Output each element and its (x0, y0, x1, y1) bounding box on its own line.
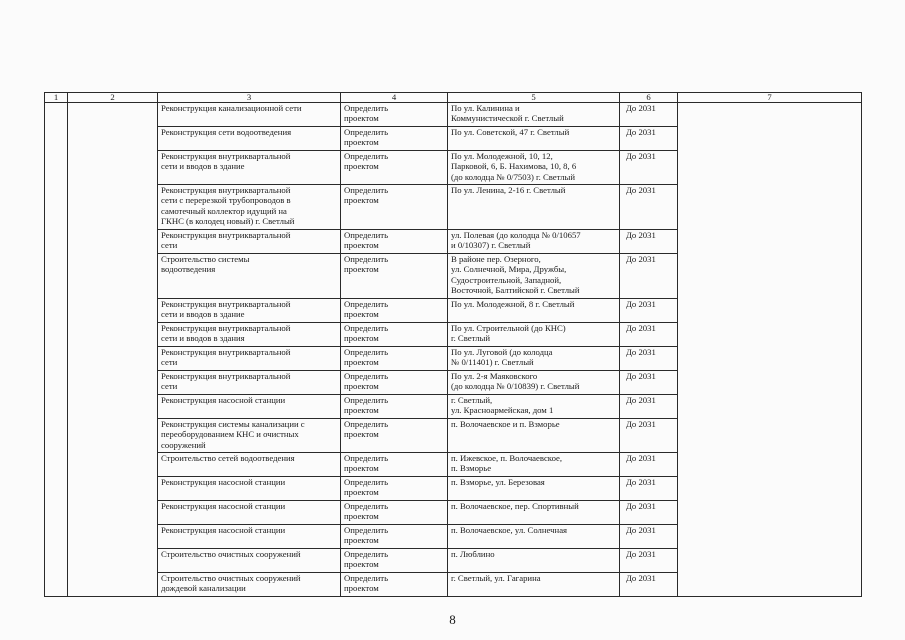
cell-c6: До 2031 (620, 299, 678, 323)
cell-c5: г. Светлый, ул. Гагарина (448, 573, 620, 597)
cell-c6: До 2031 (620, 525, 678, 549)
cell-c4: Определить проектом (341, 299, 448, 323)
cell-c3: Реконструкция внутриквартальной сети (158, 230, 341, 254)
cell-c5: По ул. Советской, 47 г. Светлый (448, 127, 620, 151)
cell-c6: До 2031 (620, 419, 678, 453)
cell-c4: Определить проектом (341, 254, 448, 299)
cell-c4: Определить проектом (341, 103, 448, 127)
column-number: 2 (68, 93, 158, 103)
cell-c4: Определить проектом (341, 477, 448, 501)
cell-c6: До 2031 (620, 371, 678, 395)
cell-c4: Определить проектом (341, 453, 448, 477)
cell-c6: До 2031 (620, 151, 678, 185)
cell-c4: Определить проектом (341, 395, 448, 419)
cell-c3: Реконструкция внутриквартальной сети с перерезкой трубопроводов в самотечный коллектор идущий на ГКНС (в колодец новый) г. Светлый (158, 185, 341, 230)
empty-merged-cell-1 (45, 103, 68, 597)
cell-c6: До 2031 (620, 501, 678, 525)
cell-c3: Строительство очистных сооружений дождевой канализации (158, 573, 341, 597)
column-number: 5 (448, 93, 620, 103)
cell-c3: Реконструкция внутриквартальной сети и вводов в здание (158, 151, 341, 185)
cell-c5: В районе пер. Озерного, ул. Солнечной, Мира, Дружбы, Судостроительной, Западной, Восточной, Балтийской г. Светлый (448, 254, 620, 299)
cell-c4: Определить проектом (341, 185, 448, 230)
cell-c5: ул. Полевая (до колодца № 0/10657 и 0/10307) г. Светлый (448, 230, 620, 254)
column-number-row (45, 93, 862, 103)
cell-c6: До 2031 (620, 323, 678, 347)
cell-c5: По ул. Калинина и Коммунистической г. Светлый (448, 103, 620, 127)
cell-c6: До 2031 (620, 127, 678, 151)
cell-c4: Определить проектом (341, 347, 448, 371)
cell-c3: Реконструкция насосной станции (158, 501, 341, 525)
cell-c3: Реконструкция насосной станции (158, 525, 341, 549)
cell-c3: Строительство очистных сооружений (158, 549, 341, 573)
cell-c4: Определить проектом (341, 151, 448, 185)
column-number: 6 (620, 93, 678, 103)
cell-c3: Реконструкция канализационной сети (158, 103, 341, 127)
cell-c5: п. Волочаевское и п. Взморье (448, 419, 620, 453)
cell-c5: По ул. Строительной (до КНС) г. Светлый (448, 323, 620, 347)
cell-c3: Реконструкция насосной станции (158, 477, 341, 501)
cell-c6: До 2031 (620, 395, 678, 419)
cell-c5: п. Люблино (448, 549, 620, 573)
cell-c5: п. Волочаевское, ул. Солнечная (448, 525, 620, 549)
cell-c6: До 2031 (620, 477, 678, 501)
cell-c4: Определить проектом (341, 549, 448, 573)
cell-c3: Реконструкция системы канализации с переоборудованием КНС и очистных сооружений (158, 419, 341, 453)
cell-c5: п. Взморье, ул. Березовая (448, 477, 620, 501)
cell-c3: Реконструкция внутриквартальной сети (158, 347, 341, 371)
cell-c5: По ул. Молодежной, 8 г. Светлый (448, 299, 620, 323)
cell-c5: По ул. Ленина, 2-16 г. Светлый (448, 185, 620, 230)
cell-c4: Определить проектом (341, 371, 448, 395)
cell-c6: До 2031 (620, 254, 678, 299)
cell-c4: Определить проектом (341, 127, 448, 151)
cell-c6: До 2031 (620, 230, 678, 254)
works-table (44, 92, 862, 597)
cell-c6: До 2031 (620, 103, 678, 127)
cell-c3: Реконструкция внутриквартальной сети и вводов в здания (158, 323, 341, 347)
cell-c6: До 2031 (620, 453, 678, 477)
column-number: 7 (678, 93, 862, 103)
cell-c4: Определить проектом (341, 573, 448, 597)
cell-c3: Строительство системы водоотведения (158, 254, 341, 299)
cell-c4: Определить проектом (341, 501, 448, 525)
cell-c3: Реконструкция внутриквартальной сети (158, 371, 341, 395)
cell-c5: г. Светлый, ул. Красноармейская, дом 1 (448, 395, 620, 419)
column-number: 3 (158, 93, 341, 103)
page-number: 8 (449, 612, 456, 627)
cell-c6: До 2031 (620, 573, 678, 597)
cell-c4: Определить проектом (341, 323, 448, 347)
cell-c6: До 2031 (620, 185, 678, 230)
empty-merged-cell-2 (68, 103, 158, 597)
cell-c3: Реконструкция насосной станции (158, 395, 341, 419)
column-number: 4 (341, 93, 448, 103)
cell-c4: Определить проектом (341, 419, 448, 453)
cell-c4: Определить проектом (341, 230, 448, 254)
column-number: 1 (45, 93, 68, 103)
cell-c4: Определить проектом (341, 525, 448, 549)
cell-c5: п. Ижевское, п. Волочаевское, п. Взморье (448, 453, 620, 477)
cell-c5: п. Волочаевское, пер. Спортивный (448, 501, 620, 525)
cell-c5: По ул. Луговой (до колодца № 0/11401) г. Светлый (448, 347, 620, 371)
table-row (45, 103, 862, 127)
cell-c6: До 2031 (620, 347, 678, 371)
cell-c5: По ул. 2-я Маяковского (до колодца № 0/10839) г. Светлый (448, 371, 620, 395)
cell-c3: Реконструкция сети водоотведения (158, 127, 341, 151)
cell-c3: Строительство сетей водоотведения (158, 453, 341, 477)
empty-merged-cell-7 (678, 103, 862, 597)
cell-c3: Реконструкция внутриквартальной сети и вводов в здание (158, 299, 341, 323)
cell-c5: По ул. Молодежной, 10, 12, Парковой, 6, Б. Нахимова, 10, 8, 6 (до колодца № 0/7503) г. Светлый (448, 151, 620, 185)
cell-c6: До 2031 (620, 549, 678, 573)
